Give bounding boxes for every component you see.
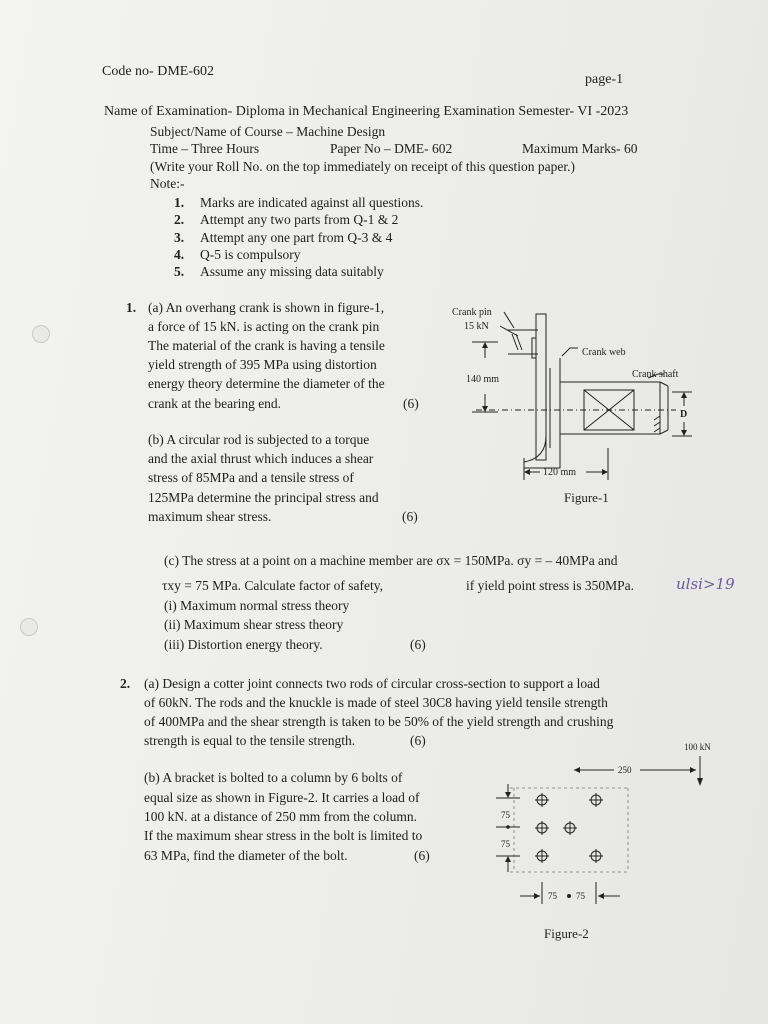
question-1-number: 1.	[126, 300, 137, 315]
subject: Subject/Name of Course – Machine Design	[150, 124, 386, 139]
roll-no-instruction: (Write your Roll No. on the top immediately on receipt of this question paper.)	[150, 159, 575, 174]
dimension-75-horizontal-left: 75	[548, 891, 557, 901]
dimension-250-label: 250	[618, 765, 632, 775]
crank-pin-label: Crank pin	[452, 307, 492, 318]
theory-item: (ii) Maximum shear stress theory	[164, 617, 344, 632]
question-text-line: (a) Design a cotter joint connects two rods of circular cross-section to support a load	[144, 676, 600, 691]
note-number: 2.	[174, 212, 185, 227]
note-number: 5.	[174, 264, 185, 279]
crank-web-label: Crank web	[582, 347, 626, 358]
question-2b-marks: (6)	[414, 848, 430, 863]
diameter-label: D	[680, 409, 688, 420]
question-text-line: strength is equal to the tensile strength.	[144, 733, 356, 748]
figure-2-bolted-bracket	[490, 736, 730, 946]
question-text-line: (b) A bracket is bolted to a column by 6 bolts of	[144, 770, 403, 785]
note-number: 4.	[174, 247, 185, 262]
figure-1-overhang-crank	[436, 298, 712, 510]
question-text-line: maximum shear stress.	[148, 509, 272, 524]
theory-item: (iii) Distortion energy theory.	[164, 637, 323, 652]
question-text-line: energy theory determine the diameter of the	[148, 376, 385, 391]
dimension-140-label: 140 mm	[466, 374, 500, 385]
note-number: 1.	[174, 195, 185, 210]
note-text: Assume any missing data suitably	[200, 264, 384, 279]
handwritten-note: ulsi>19	[676, 575, 735, 593]
crank-shaft-label: Crank shaft	[632, 369, 679, 380]
question-text-line: τxy = 75 MPa. Calculate factor of safety,	[162, 578, 383, 593]
question-2a-marks: (6)	[410, 733, 426, 748]
dimension-75-vertical-top: 75	[501, 810, 510, 820]
force-label: 15 kN	[464, 321, 489, 332]
note-text: Q-5 is compulsory	[200, 247, 301, 262]
question-text-line: (c) The stress at a point on a machine member are σx = 150MPa. σy = – 40MPa and	[164, 553, 618, 568]
question-text-line: If the maximum shear stress in the bolt is limited to	[144, 828, 423, 843]
page-number: page-1	[585, 72, 624, 87]
note-number: 3.	[174, 230, 185, 245]
note-text: Attempt any one part from Q-3 & 4	[200, 230, 393, 245]
question-text-line: of 400MPa and the shear strength is taken to be 50% of the yield strength and crushing	[144, 714, 614, 729]
question-text-line: and the axial thrust which induces a shear	[148, 451, 374, 466]
dimension-75-horizontal-right: 75	[576, 891, 585, 901]
question-text-line: 63 MPa, find the diameter of the bolt.	[144, 848, 348, 863]
question-text-line: yield strength of 395 MPa using distortion	[148, 357, 377, 372]
dimension-75-vertical-bottom: 75	[501, 839, 510, 849]
exam-time: Time – Three Hours	[150, 141, 260, 156]
question-text-line: The material of the crank is having a tensile	[148, 338, 385, 353]
exam-name: Name of Examination- Diploma in Mechanical Engineering Examination Semester- VI -2023	[104, 104, 629, 119]
note-label: Note:-	[150, 176, 185, 191]
question-text-line: 125MPa determine the principal stress and	[148, 490, 379, 505]
question-text-line: if yield point stress is 350MPa.	[466, 578, 634, 593]
question-text-line: equal size as shown in Figure-2. It carries a load of	[144, 790, 420, 805]
question-text-line: crank at the bearing end.	[148, 396, 282, 411]
question-text-line: stress of 85MPa and a tensile stress of	[148, 470, 354, 485]
question-text-line: a force of 15 kN. is acting on the crank pin	[148, 319, 380, 334]
note-text: Marks are indicated against all questions.	[200, 195, 424, 210]
question-2-number: 2.	[120, 676, 131, 691]
question-text-line: (b) A circular rod is subjected to a torque	[148, 432, 370, 447]
question-text-line: of 60kN. The rods and the knuckle is made of steel 30C8 having yield tensile strength	[144, 695, 608, 710]
question-text-line: 100 kN. at a distance of 250 mm from the column.	[144, 809, 417, 824]
punch-hole-top	[32, 325, 50, 343]
punch-hole-bottom	[20, 618, 38, 636]
question-1a-marks: (6)	[403, 396, 419, 411]
paper-number: Paper No – DME- 602	[330, 141, 453, 156]
code-number: Code no- DME-602	[102, 64, 214, 79]
figure-2-caption: Figure-2	[544, 926, 589, 941]
question-1b-marks: (6)	[402, 509, 418, 524]
theory-item: (i) Maximum normal stress theory	[164, 598, 350, 613]
load-label: 100 kN	[684, 742, 711, 752]
question-text-line: (a) An overhang crank is shown in figure-1,	[148, 300, 385, 315]
question-1c-marks: (6)	[410, 637, 426, 652]
maximum-marks: Maximum Marks- 60	[522, 141, 638, 156]
figure-1-caption: Figure-1	[564, 490, 609, 505]
note-text: Attempt any two parts from Q-1 & 2	[200, 212, 399, 227]
dimension-120-label: 120 mm	[543, 467, 577, 478]
